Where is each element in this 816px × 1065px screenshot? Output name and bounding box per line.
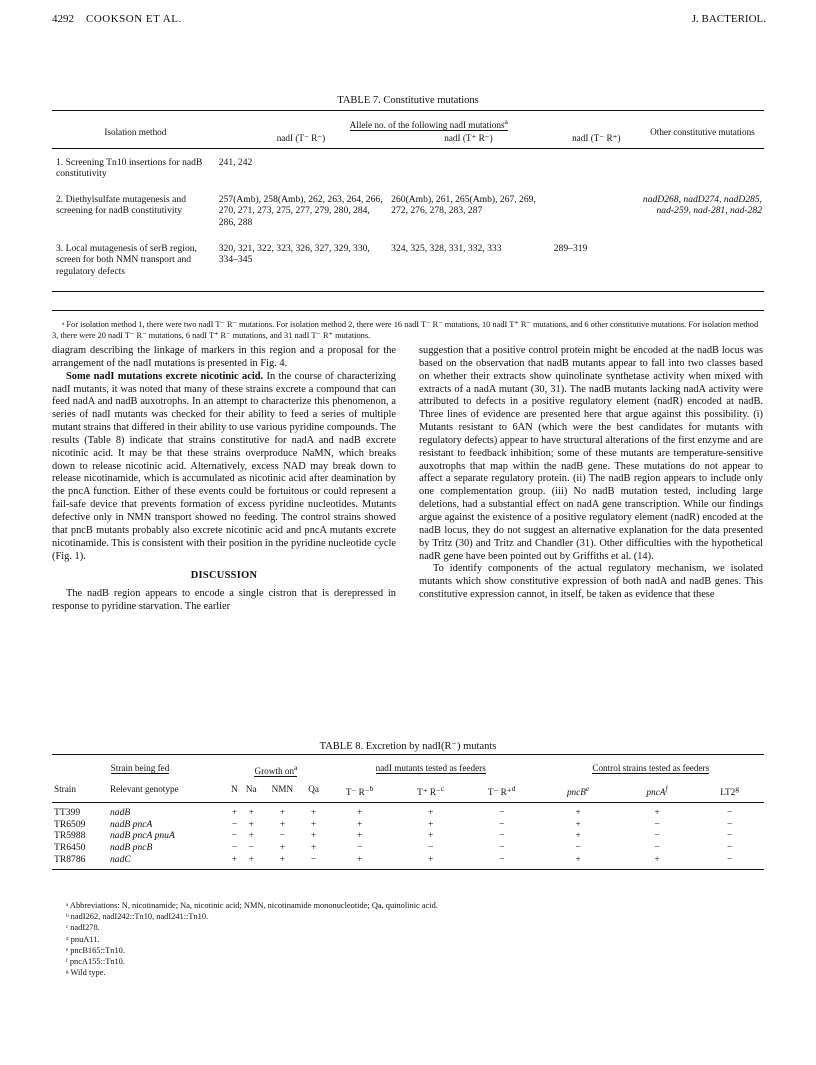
table7-cell [643,148,764,194]
table-row [52,148,764,194]
table8-footnote: ᵈ pnuA11. [66,934,100,944]
table8-group-control: Control strains tested as feeders [592,763,710,773]
table8-genotype: nadB [110,807,131,819]
body-column-left [52,345,396,614]
table8-header-strain: Strain [52,779,110,803]
table8-footnote: ᶠ pncA155::Tn10. [66,957,125,967]
table8-group-nadi: nadI mutants tested as feeders [375,763,486,773]
table8-header-n: N [228,779,241,803]
table8-cell: − [726,818,733,830]
table-row [52,243,764,292]
running-head-authors: COOKSON ET AL. [86,13,182,25]
table7-cell: 324, 325, 328, 331, 332, 333 [391,242,502,254]
table8-cell: − [499,841,505,853]
table7-header-sub1: nadI (T⁻ R⁻) [215,130,387,148]
table7-header-allele-group: Allele no. of the following nadI mutations$^a$ [349,117,508,131]
table8-cell: − [499,807,505,819]
table7-title: TABLE 7. Constitutive mutations [337,95,479,106]
paragraph: Some nadI mutations excrete nicotinic acid. In the course of characterizing nadI mutants, it was noted that many of these strains excrete a compound that can feed nadA and nadB auxotrophs. In an attempt to characterize this phenomenon, a series of nadI mutants was checked for their ability to feed a series of multiple mutant strains that differed in their ability to use various pyridine compounds. The results (Table 8) indicate that strains constitutive for nadA and nadB excrete nicotinic acid. It may be that these strains overproduce NaMN, which breaks down to release nicotinic acid. Alternatively, excess NAD may break down to release nicotinamide, which is accumulated as nicotinic acid after deamination by the pncA function. Either of these events could be fortuitous or could represent a fail-safe device that prevents formation of excess pyridine nucleotides. Mutants defective only in NMN transport showed no feeding. The control strains showed that pncB mutants probably also excrete nicotinic acid and pncA mutants excrete nicotinamide. This is consistent with their position in the pyridine nucleotide cycle (Fig. 1). [52,370,396,562]
table8-cell: + [575,853,581,865]
table8-header-nmn: NMN [262,779,304,803]
table7-method: 1. Screening Tn10 insertions for nadB constitutivity [56,156,203,180]
table8-strain: TR6450 [54,841,86,853]
table7-header-other: Other constitutive mutations [643,111,764,149]
table8-cell: + [248,853,254,865]
table8-strain: TT399 [54,807,81,819]
table-row [52,830,764,842]
table8-cell: + [575,818,581,830]
running-head-journal: J. BACTERIOL. [691,13,766,25]
table-row [52,842,764,854]
table8-cell: + [357,807,363,819]
table8-header-pncb: pncB$^e$ [538,779,619,803]
paragraph-run-in-head: Some nadI mutations excrete nicotinic acid. [66,370,264,382]
table8 [52,754,764,870]
table8-cell: − [726,807,733,819]
section-heading-discussion: DISCUSSION [190,570,258,582]
table8-cell: + [231,853,238,865]
table8-group-fed: Strain being fed [110,763,170,773]
table7-cell [387,148,550,194]
paragraph: diagram describing the linkage of markers in this region and a proposal for the arrangement of the nadI mutations is presented in Fig. 4. [52,345,396,369]
table8-cell: − [575,841,581,853]
table7 [52,110,764,292]
table8-cell: + [357,818,363,830]
table8-cell: − [231,818,238,830]
table8-header-na: Na [241,779,262,803]
table7-cell [550,148,643,194]
table8-cell: + [310,830,317,842]
table8-genotype: nadB pncA [110,818,153,830]
table7-header-method: Isolation method [52,111,215,149]
table8-genotype: nadB pncA pnuA [110,830,175,842]
table8-cell: + [654,807,660,819]
table8-cell: + [654,853,660,865]
table8-footnote: ᵍ Wild type. [66,968,106,978]
table7-cell [643,243,764,292]
table8-cell: + [279,853,286,865]
table8-cell: + [279,818,286,830]
table7-cell: 289–319 [553,242,588,254]
table8-cell: − [654,841,660,853]
table8-cell: − [310,853,317,865]
table8-cell: + [428,818,434,830]
table8-cell: + [248,830,254,842]
table8-group-growth: Growth $on^a$ [254,763,298,777]
table8-cell: + [428,830,434,842]
table8-cell: + [279,841,286,853]
table7-footnote: ᵃ For isolation method 1, there were two nadI T⁻ R⁻ mutations. For isolation method 2, there were 16 nadI T⁻ R⁻ mutations, 10 nadI T⁺ R⁻ mutations, and 6 other constitutive mutations. For isolation method 3, there were 20 nadI T⁻ R⁻ mutations, 6 nadI T⁺ R⁻ mutations, and 31 nadI T⁻ R⁺ mutations. [52,310,764,341]
table8-cell: − [357,841,363,853]
table8-footnote: ᵃ Abbreviations: N, nicotinamide; Na, nicotinic acid; NMN, nicotinamide mononucleotide; Qa, quinolinic acid. [66,901,438,910]
table-row [52,819,764,831]
table8-header-qa: Qa [303,779,324,803]
table8-cell: + [310,818,317,830]
table8-cell: + [310,807,317,819]
table8-cell: + [357,853,363,865]
table8-cell: − [231,830,238,842]
table8-cell: + [575,830,581,842]
paragraph: suggestion that a positive control protein might be encoded at the nadB locus was based on the observation that nadB mutants appear to fall into two classes based on whether their extracts show quinolinate synthetase activity when mixed with extracts of a nadA mutant (30, 31). The nadB mutants lacking nadA activity were attributed to defects in a positive regulatory element (nadR) encoded at nadB. Three lines of evidence are presented here that argue against this possibility. (i) Mutants resistant to 6AN (which were the best candidates for mutants with regulatory defects) appear to have structural alterations of the first enzyme and are resistant to feedback inhibition; some of these mutants are temperature-sensitive auxotrophs that map within the nadB gene. These mutations do not appear to affect a separate regulatory protein. (ii) The nadB region appears to include only one complementation group. (iii) No nadB mutation tested, including large deletions, had a substantial effect on nadA gene transcription. While our findings argue against the existence of a positive regulatory element (nadR) encoded at the nadB locus, they do not suggest an alternative explanation for the data presented by Tritz (30) and Tritz and Chandler (31). Other difficulties with the hypothetical nadR gene have been pointed out by Griffiths et al. (14). [419,345,763,562]
table8-cell: − [654,830,660,842]
table8-header-tmrm: T⁻ R⁻$^b$ [324,779,396,803]
table8-strain: TR5988 [54,830,86,842]
table8-header-genotype: Relevant genotype [110,779,228,803]
table8-cell: + [428,807,434,819]
table8-footnote: ᶜ nadI278. [66,923,100,933]
table7-header-sub2: nadI (T⁺ R⁻) [387,130,550,148]
table8-cell: − [231,841,238,853]
table8-cell: − [279,830,286,842]
table8-header-pnca: pncA$^f$ [619,779,696,803]
table8-strain: TR6509 [54,818,86,830]
table7-cell: 257(Amb), 258(Amb), 262, 263, 264, 266, 270, 271, 273, 275, 277, 279, 280, 284, 286, 288 [218,193,383,229]
table-row [52,854,764,870]
table7-method: 2. Diethylsulfate mutagenesis and screening for nadB constitutivity [56,193,187,217]
body-column-right [419,345,763,602]
table7-cell: 320, 321, 322, 323, 326, 327, 329, 330, 334–345 [218,242,370,266]
table7-cell: nadD268, nadD274, nadD285, nad-259, nad-281, nad-282 [642,193,763,217]
table8-genotype: nadB pncB [110,841,153,853]
table8-cell: + [575,807,581,819]
table8-cell: − [726,841,733,853]
table8-cell: + [310,841,317,853]
table8-header-tprm: T⁺ R⁻$^c$ [395,779,465,803]
table8-header-tmrp: T⁻ R⁺$^d$ [466,779,538,803]
table7-cell: 241, 242 [218,156,253,168]
table8-cell: + [248,807,254,819]
table-row [52,803,764,819]
table8-cell: + [231,807,238,819]
paragraph: To identify components of the actual regulatory mechanism, we isolated mutants which show constitutive expression of both nadA and nadB genes. This constitutive expression cannot, in itself, be taken as evidence that these [419,563,763,601]
table8-genotype: nadC [110,853,131,865]
table8-cell: + [279,807,286,819]
table7-cell: 260(Amb), 261, 265(Amb), 267, 269, 272, 276, 278, 283, 287 [391,193,536,217]
table8-footnote: ᵇ nadI262, nadI242::Tn10, nadI241::Tn10. [66,912,209,922]
page-number: 4292 [52,13,74,25]
table8-cell: + [248,818,254,830]
table8-cell: − [499,853,505,865]
table7-header-sub3: nadI (T⁻ R⁺) [550,130,643,148]
table8-cell: − [726,853,733,865]
table8-strain: TR8786 [54,853,86,865]
table-row [52,194,764,243]
table8-header-lt2: LT2$^g$ [695,779,764,803]
table8-cell: − [499,830,505,842]
table8-cell: − [654,818,660,830]
table8-cell: + [428,853,434,865]
table8-footnotes [52,900,764,978]
table8-cell: − [726,830,733,842]
table8-footnote: ᵉ pncB165::Tn10. [66,945,125,955]
running-head [52,13,766,29]
paragraph: The nadB region appears to encode a single cistron that is derepressed in response to pyridine starvation. The earlier [52,588,396,613]
table8-title: TABLE 8. Excretion by nadI(R⁻) mutants [319,741,497,752]
table8-cell: − [499,818,505,830]
table8-cell: − [428,841,434,853]
table7-method: 3. Local mutagenesis of serB region, screen for both NMN transport and regulatory defects [56,242,197,277]
table8-cell: − [248,841,254,853]
table8-cell: + [357,830,363,842]
table7-cell [550,194,643,243]
